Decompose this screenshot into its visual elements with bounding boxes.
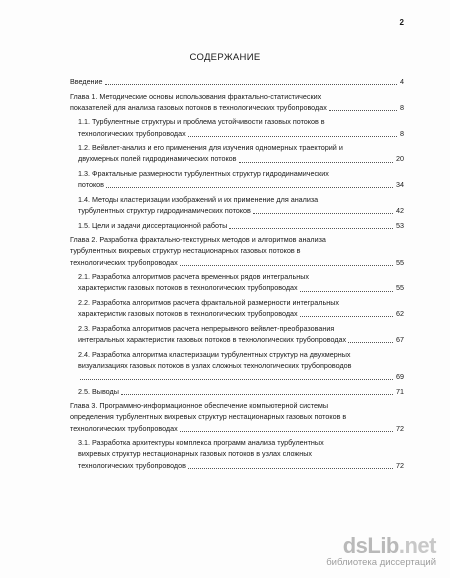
toc-entry-text-line: турбулентных структур гидродинамических потоков (78, 205, 251, 215)
toc-entry (70, 234, 404, 268)
toc-entry-text-line: потоков (78, 180, 104, 190)
toc-entry-text-line: 2.3. Разработка алгоритмов расчета непрерывного вейвлет-преобразования (78, 323, 335, 333)
toc-entry-text-line: 2.1. Разработка алгоритмов расчета временных рядов интегральных (78, 272, 309, 282)
toc-page-number: 69 (396, 371, 404, 381)
dot-leader (105, 84, 397, 85)
toc-page-number: 55 (396, 283, 404, 293)
toc-page-number: 8 (400, 102, 404, 112)
toc-entry-text-line: турбулентных вихревых структур нестационарных газовых потоков в (70, 246, 301, 256)
toc-entry-text-line: 2.5. Выводы (78, 386, 119, 396)
dot-leader (188, 468, 393, 469)
page-number: 2 (399, 18, 404, 27)
toc-entry (70, 386, 404, 397)
toc-entry-text-line: 1.1. Турбулентные структуры и проблема устойчивости газовых потоков в (78, 117, 325, 127)
dot-leader (188, 136, 397, 137)
dot-leader (239, 162, 393, 163)
toc-page-number: 34 (396, 180, 404, 190)
toc-entry-text-line: технологических трубопроводах (78, 128, 186, 138)
toc-page-number: 20 (396, 154, 404, 164)
dot-leader (329, 110, 397, 111)
toc-page-number: 67 (396, 334, 404, 344)
toc-entry-text-line: 2.2. Разработка алгоритмов расчета фрактальной размерности интегральных (78, 297, 339, 307)
dot-leader (80, 379, 393, 380)
watermark-subtitle: библиотека диссертаций (326, 557, 436, 568)
toc-entry-text-line: 2.4. Разработка алгоритма кластеризации турбулентных структур на двухмерных (78, 349, 351, 359)
toc-page-number: 62 (396, 309, 404, 319)
toc-entry (70, 76, 404, 87)
toc-entry-text-line: Глава 3. Программно-информационное обеспечение компьютерной системы (70, 401, 329, 411)
toc-entry (70, 220, 404, 231)
page-title: СОДЕРЖАНИЕ (189, 52, 261, 63)
toc-entry-text-line: характеристик газовых потоков в технологических трубопроводах (78, 309, 298, 319)
toc-page-number: 4 (400, 77, 404, 86)
toc-entry (70, 91, 404, 113)
toc-entry-text-line: Введение (70, 77, 103, 86)
watermark-logo-main: dsLib (342, 533, 399, 558)
dot-leader (121, 394, 393, 395)
toc-entry-text-line: технологических трубопроводов (78, 460, 186, 470)
dot-leader (348, 342, 393, 343)
toc-page-number: 8 (400, 128, 404, 138)
toc-entry (70, 142, 404, 164)
toc-entry-text-line: интегральных характеристик газовых потоков в технологических трубопроводах (78, 334, 347, 344)
toc-page-number: 53 (396, 220, 404, 230)
toc-entry (70, 323, 404, 345)
toc-page-number: 72 (396, 423, 404, 433)
toc-entry (70, 271, 404, 293)
watermark-logo-tld: .net (398, 533, 436, 558)
table-of-contents (70, 76, 404, 474)
toc-entry (70, 400, 404, 434)
toc-page-number: 71 (396, 386, 404, 396)
watermark-logo (326, 535, 436, 557)
toc-entry (70, 297, 404, 319)
watermark (326, 535, 436, 568)
toc-entry-text-line: технологических трубопроводах (70, 257, 178, 267)
toc-entry-text-line: Глава 1. Методические основы использования фрактально-статистических (70, 91, 322, 101)
toc-entry-text-line: двухмерных полей гидродинамических потоков (78, 154, 237, 164)
toc-entry-text-line: визуализациях газовых потоков в узлах сложных технологических трубопроводов (78, 360, 352, 370)
toc-entry (70, 168, 404, 190)
toc-page-number: 42 (396, 205, 404, 215)
toc-entry-text-line: показателей для анализа газовых потоков в технологических трубопроводах (70, 102, 327, 112)
dot-leader (253, 213, 393, 214)
toc-entry-text-line: 1.4. Методы кластеризации изображений и их применение для анализа (78, 194, 319, 204)
toc-entry-text-line: характеристик газовых потоков в технологических трубопроводах (78, 283, 298, 293)
toc-entry-text-line: Глава 2. Разработка фрактально-текстурных методов и алгоритмов анализа (70, 235, 326, 245)
toc-entry (70, 437, 404, 471)
toc-entry-text-line: 1.5. Цели и задачи диссертационной работы (78, 220, 228, 230)
toc-entry-text-line: 1.3. Фрактальные размерности турбулентных структур гидродинамических (78, 168, 329, 178)
toc-page-number: 55 (396, 257, 404, 267)
dot-leader (229, 228, 393, 229)
toc-entry (70, 116, 404, 138)
toc-entry-text-line: вихревых структур нестационарных газовых потоков в узлах сложных (78, 449, 312, 459)
dot-leader (300, 316, 393, 317)
toc-entry-text-line: 3.1. Разработка архитектуры комплекса программ анализа турбулентных (78, 438, 324, 448)
dot-leader (180, 431, 393, 432)
toc-entry (70, 194, 404, 216)
toc-entry-text-line: 1.2. Вейвлет-анализ и его применения для изучения одномерных траекторий и (78, 143, 343, 153)
toc-entry-text-line: технологических трубопроводах (70, 423, 178, 433)
dot-leader (180, 265, 393, 266)
dot-leader (300, 291, 393, 292)
dot-leader (106, 187, 393, 188)
toc-entry-text-line: определения турбулентных вихревых структур нестационарных газовых потоков в (70, 412, 347, 422)
toc-entry (70, 349, 404, 383)
toc-page-number: 72 (396, 460, 404, 470)
